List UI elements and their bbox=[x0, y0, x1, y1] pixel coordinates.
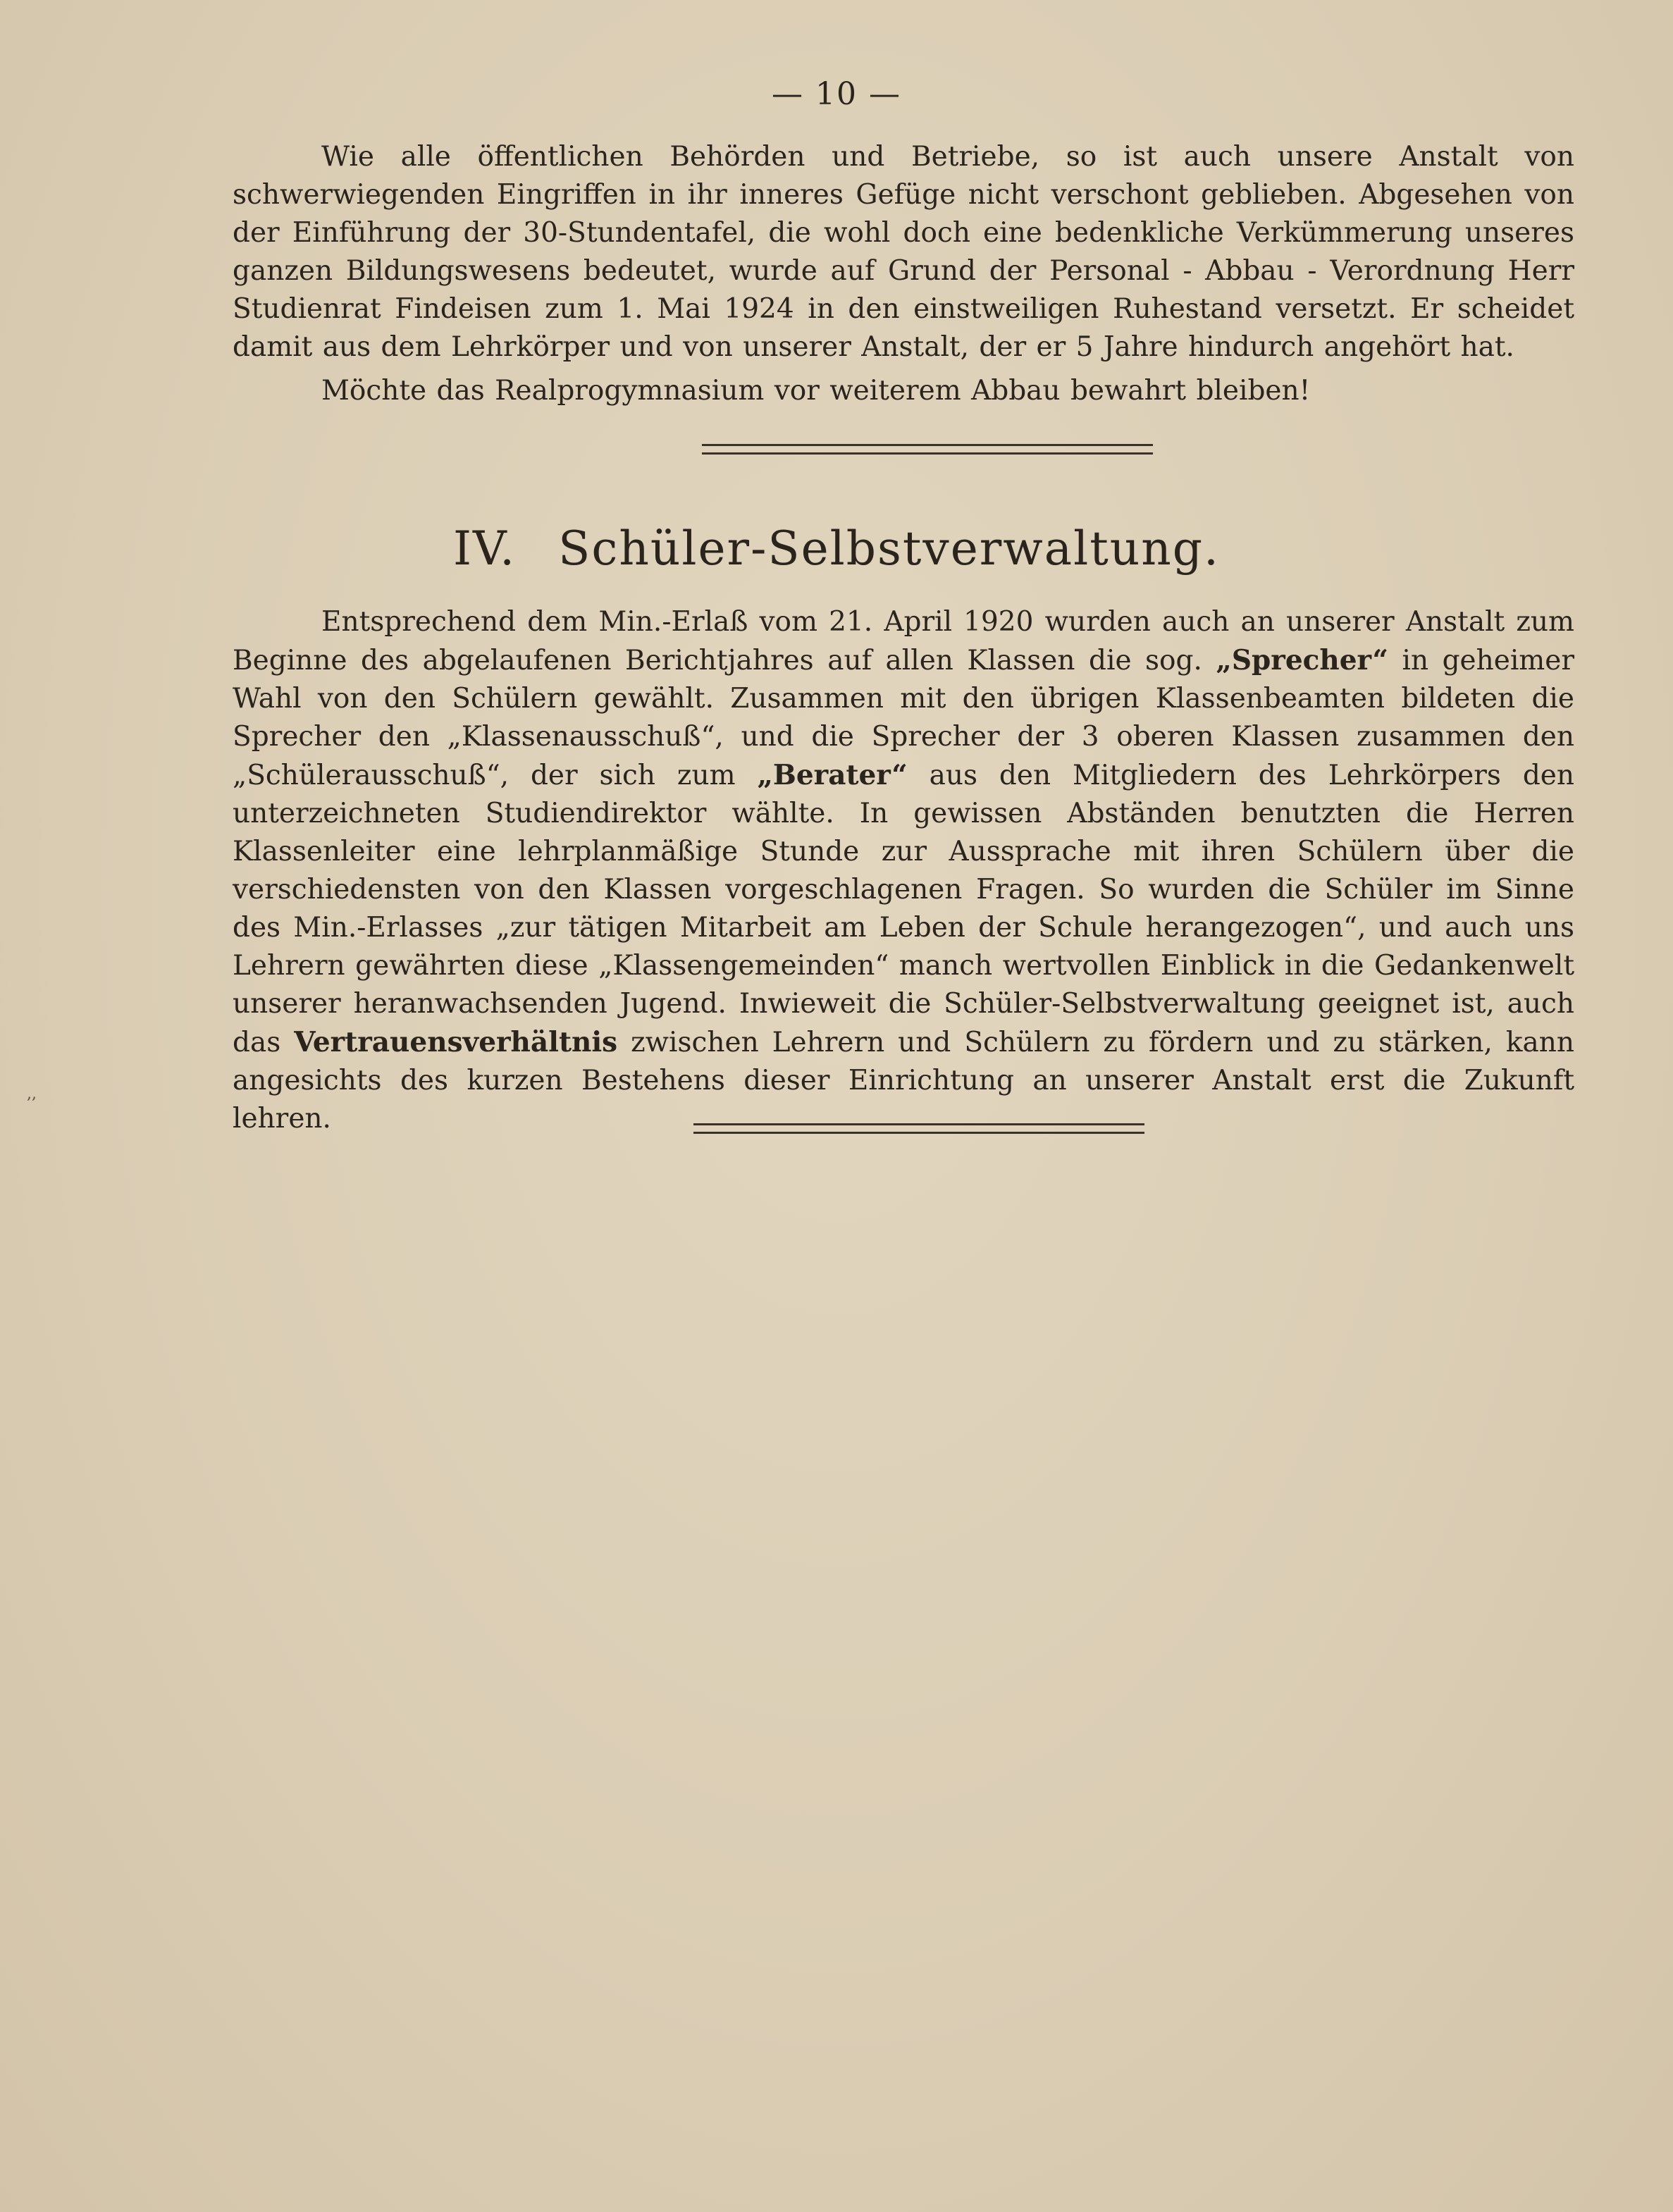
section-personnel-reduction bbox=[233, 138, 1574, 416]
double-rule-divider-bottom bbox=[693, 1123, 1144, 1134]
section-heading bbox=[0, 521, 1673, 576]
bold-term-vertrauensverhaeltnis: Vertrauensverhältnis bbox=[294, 1026, 618, 1058]
double-rule-divider bbox=[702, 444, 1153, 455]
text-run: Entsprechend dem Min.-Erlaß vom 21. April 1920 wurden auch an unserer Anstalt zum Beginne des abgelaufenen Berichtjahres auf allen Klassen die sog. bbox=[233, 606, 1574, 676]
paragraph-closing-wish: Möchte das Realprogymnasium vor weiterem Abbau bewahrt bleiben! bbox=[321, 375, 1311, 407]
paper-speck-mark: ,, bbox=[27, 1085, 37, 1103]
section-numeral: IV. bbox=[452, 521, 517, 576]
bold-term-berater: „Berater“ bbox=[757, 759, 908, 791]
paragraph-personnel-reduction: Wie alle öffentlichen Behörden und Betriebe, so ist auch unsere Anstalt von schwerwiegenden Eingriffen in ihr inneres Gefüge nicht verschont geblieben. Abgesehen von der Einführung der 30-Stundentafel, die wohl doch eine bedenkliche Verkümmerung unseres ganzen Bildungswesens bedeutet, wurde auf Grund der Personal - Abbau - Verordnung Herr Studienrat Findeisen zum 1. Mai 1924 in den einstweiligen Ruhestand versetzt. Er scheidet damit aus dem Lehrkörper und von unserer Anstalt, der er 5 Jahre hindurch angehört hat. bbox=[233, 141, 1574, 363]
text-run: in geheimer Wahl von den Schülern gewählt. Zusammen mit den übrigen Klassenbeamten bildeten die Sprecher den „Klassenausschuß“, und die Sprecher der 3 oberen Klassen zusammen den „Schülerausschuß“, der sich zum bbox=[233, 645, 1574, 791]
page-number: — 10 — bbox=[772, 76, 901, 112]
section-title: Schüler-Selbstverwaltung. bbox=[558, 521, 1221, 576]
text-run: zwischen Lehrern und Schülern zu fördern und zu stärken, kann angesichts des kurzen Bestehens dieser Einrichtung an unserer Anstalt erst die Zukunft lehren. bbox=[233, 1027, 1574, 1135]
section-student-self-government bbox=[233, 603, 1574, 1144]
text-run: aus den Mitgliedern des Lehrkörpers den unterzeichneten Studiendirektor wählte. In gewissen Abständen benutzten die Herren Klassenleiter eine lehrplanmäßige Stunde zur Aussprache mit ihren Schülern über die verschiedensten von den Klassen vorgeschlagenen Fragen. So wurden die Schüler im Sinne des Min.-Erlasses „zur tätigen Mitarbeit am Leben der Schule herangezogen“, und auch uns Lehrern gewährten diese „Klassengemeinden“ manch wertvollen Einblick in die Gedankenwelt unserer heranwachsenden Jugend. Inwieweit die Schüler-Selbstverwaltung geeignet ist, auch das bbox=[233, 760, 1574, 1058]
bold-term-sprecher: „Sprecher“ bbox=[1216, 644, 1388, 676]
paragraph-student-self-government bbox=[233, 603, 1574, 1138]
